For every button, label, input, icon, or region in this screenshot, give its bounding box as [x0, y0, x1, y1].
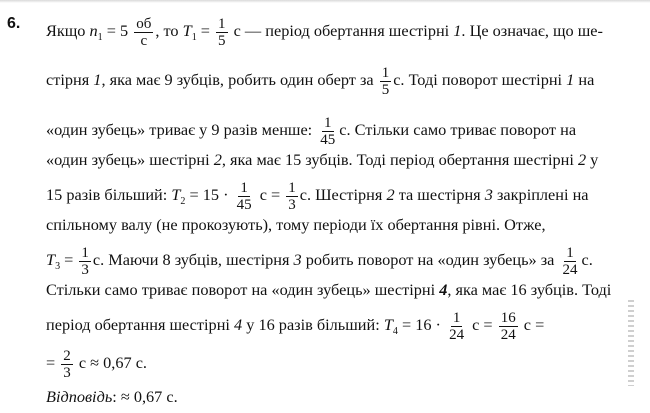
text-segment: с = [472, 315, 493, 335]
fraction-2-3: $\frac{2}{3}$ [63, 348, 71, 381]
text-segment: Якщо [46, 21, 86, 41]
equals-text: = [64, 250, 74, 270]
equals-text: = 5 [106, 21, 129, 41]
answer-value: : ≈ 0,67 с. [112, 387, 178, 406]
gear-number: 1 [566, 70, 575, 90]
text-line-10 [46, 348, 636, 381]
text-line-5 [46, 180, 636, 213]
text-line-9 [46, 310, 636, 343]
text-segment: с — період обертання шестірні [233, 21, 450, 41]
equals-text: = [46, 353, 56, 373]
fraction-1-5: $\frac{1}{5}$ [381, 65, 390, 98]
problem-number: 6. [7, 15, 21, 32]
fraction-1-3: $\frac{1}{3}$ [288, 180, 296, 213]
page-top-edge [0, 0, 650, 3]
text-segment: с = [259, 185, 281, 205]
gear-number: 1 [453, 21, 462, 41]
variable-t2: $T_2$ [171, 185, 186, 208]
text-segment: закріплені на [496, 185, 589, 205]
text-segment: с. Тоді поворот шестірні [393, 70, 563, 90]
text-segment: с. Шестірня [299, 185, 383, 205]
gear-number: 1 [93, 70, 102, 90]
text-segment: . Це означає, що ше- [461, 21, 603, 41]
text-segment: , яка має 9 зубців, робить один оберт за [101, 70, 374, 90]
equals-text: = [200, 21, 210, 41]
text-segment: , яка має 16 зубців. Тоді [447, 280, 612, 299]
gear-number: 3 [484, 185, 493, 205]
text-segment: «один зубець» триває у 9 разів менше: [46, 120, 313, 140]
gear-number: 2 [213, 150, 222, 169]
text-segment: , то [155, 21, 179, 41]
fraction-1-45: $\frac{1}{45}$ [320, 115, 336, 148]
text-segment: робить поворот на «один зубець» за [305, 250, 555, 270]
variable-t4: $T_4$ [383, 315, 398, 338]
text-segment: Стільки само триває поворот на «один зубець» шестірні [46, 280, 436, 299]
variable-n1: $n_1$ [89, 21, 103, 44]
variable-t3: $T_3$ [46, 250, 61, 273]
text-segment: с. [581, 250, 593, 270]
text-line-4 [46, 150, 636, 170]
text-segment: період обертання шестірні [46, 315, 230, 335]
answer-label: Відповідь [46, 387, 113, 406]
equals-text: = 15 · [189, 185, 229, 205]
text-segment: с ≈ 0,67 с. [78, 353, 148, 373]
text-line-3 [46, 115, 636, 148]
gear-number: 4 [234, 315, 243, 335]
text-segment: «один зубець» шестірні [46, 150, 210, 169]
scan-margin-mark [628, 300, 634, 386]
fraction-1-5: $\frac{1}{5}$ [218, 16, 226, 49]
text-segment: стірня [46, 70, 90, 90]
text-segment: у [590, 150, 599, 169]
fraction-1-45: $\frac{1}{45}$ [236, 180, 252, 213]
text-line-2 [46, 65, 636, 98]
gear-number: 3 [293, 250, 302, 270]
fraction-1-3: $\frac{1}{3}$ [81, 245, 89, 278]
text-segment: с. Маючи 8 зубців, шестірня [92, 250, 290, 270]
text-segment: у 16 разів більший: [246, 315, 380, 335]
text-line-1 [46, 16, 636, 49]
fraction-ob-per-s: об с [136, 16, 152, 49]
text-line-6: спільному валу (не прокозують), тому періоди їх обертання рівні. Отже, [46, 215, 546, 234]
text-segment: 15 разів більший: [46, 185, 168, 205]
gear-number: 2 [386, 185, 395, 205]
text-line-8 [46, 280, 636, 300]
fraction-16-24: $\frac{16}{24}$ [500, 310, 516, 343]
text-segment: с = [523, 315, 545, 335]
equals-text: = 16 · [401, 315, 441, 335]
variable-t1: $T_1$ [182, 21, 197, 44]
text-segment: с. Стільки само триває поворот на [339, 120, 577, 140]
fraction-1-24: $\frac{1}{24}$ [562, 245, 578, 278]
text-segment: на [578, 70, 595, 90]
gear-number: 2 [577, 150, 587, 169]
text-segment: та шестірня [398, 185, 481, 205]
text-line-7 [46, 245, 636, 278]
fraction-1-24: $\frac{1}{24}$ [449, 310, 465, 343]
text-segment: , яка має 15 зубців. Тоді період обертання шестірні [221, 150, 574, 169]
gear-number: 4 [439, 280, 448, 299]
answer-line [46, 387, 636, 407]
